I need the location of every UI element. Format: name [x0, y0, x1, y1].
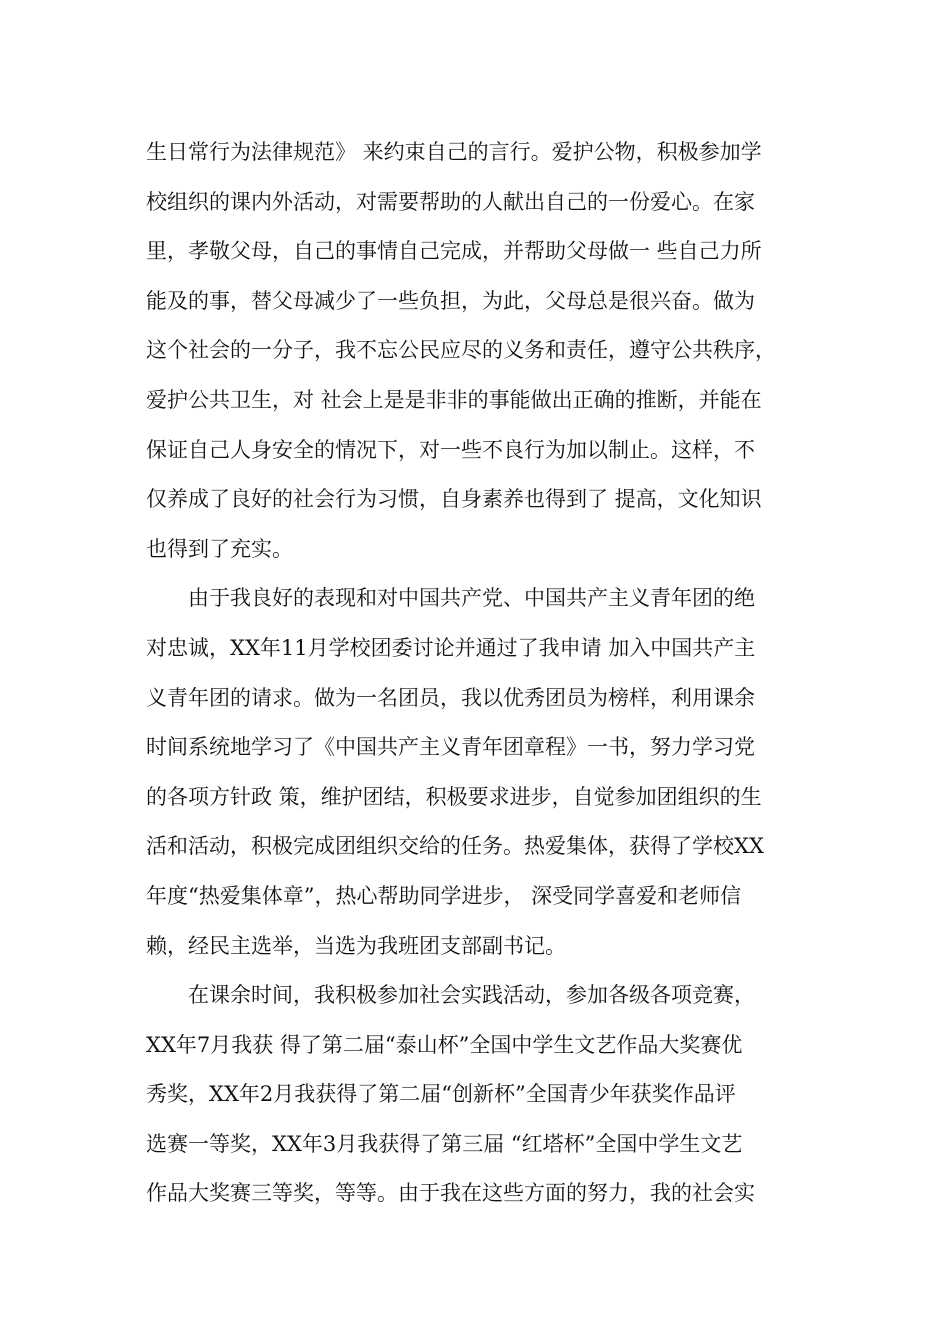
text-line: 校组织的课内外活动，对需要帮助的人献出自己的一份爱心。在家	[146, 189, 755, 214]
body-text	[146, 128, 810, 1219]
text-line: 爱护公共卫生，对 社会上是是非非的事能做出正确的推断，并能在	[146, 387, 762, 412]
text-line: 对忠诚，XX年11月学校团委讨论并通过了我申请 加入中国共产主	[146, 635, 756, 660]
text-line: 的各项方针政 策，维护团结，积极要求进步，自觉参加团组织的生	[146, 784, 762, 809]
text-line: 在课余时间，我积极参加社会实践活动，参加各级各项竞赛，	[146, 983, 755, 1008]
text-line: 作品大奖赛三等奖，等等。由于我在这些方面的努力，我的社会实	[146, 1181, 755, 1206]
text-line: 由于我良好的表现和对中国共产党、中国共产主义青年团的绝	[146, 586, 755, 611]
text-line: 仅养成了良好的社会行为习惯，自身素养也得到了 提高，文化知识	[146, 487, 762, 512]
text-line: 这个社会的一分子，我不忘公民应尽的义务和责任，遵守公共秩序，	[146, 338, 776, 363]
text-line: 年度“热爱集体章”，热心帮助同学进步， 深受同学喜爱和老师信	[146, 883, 742, 908]
text-line: 义青年团的请求。做为一名团员，我以优秀团员为榜样，利用课余	[146, 685, 755, 710]
text-line: 活和活动，积极完成团组织交给的任务。热爱集体，获得了学校XX	[146, 834, 764, 859]
text-line: 也得到了充实。	[146, 536, 293, 561]
text-line: 时间系统地学习了《中国共产主义青年团章程》一书，努力学习党	[146, 735, 755, 760]
text-line: 赖，经民主选举，当选为我班团支部副书记。	[146, 933, 566, 958]
text-line: 能及的事，替父母减少了一些负担，为此，父母总是很兴奋。做为	[146, 288, 755, 313]
text-line: XX年7月我获 得了第二届“泰山杯”全国中学生文艺作品大奖赛优	[146, 1032, 743, 1057]
text-line: 保证自己人身安全的情况下，对一些不良行为加以制止。这样，不	[146, 437, 755, 462]
text-line: 秀奖，XX年2月我获得了第二届“创新杯”全国青少年获奖作品评	[146, 1082, 736, 1107]
text-line: 里，孝敬父母，自己的事情自己完成，并帮助父母做一 些自己力所	[146, 239, 762, 264]
text-line: 生日常行为法律规范》 来约束自己的言行。爱护公物，积极参加学	[146, 140, 762, 164]
text-line: 选赛一等奖，XX年3月我获得了第三届 “红塔杯”全国中学生文艺	[146, 1131, 743, 1156]
